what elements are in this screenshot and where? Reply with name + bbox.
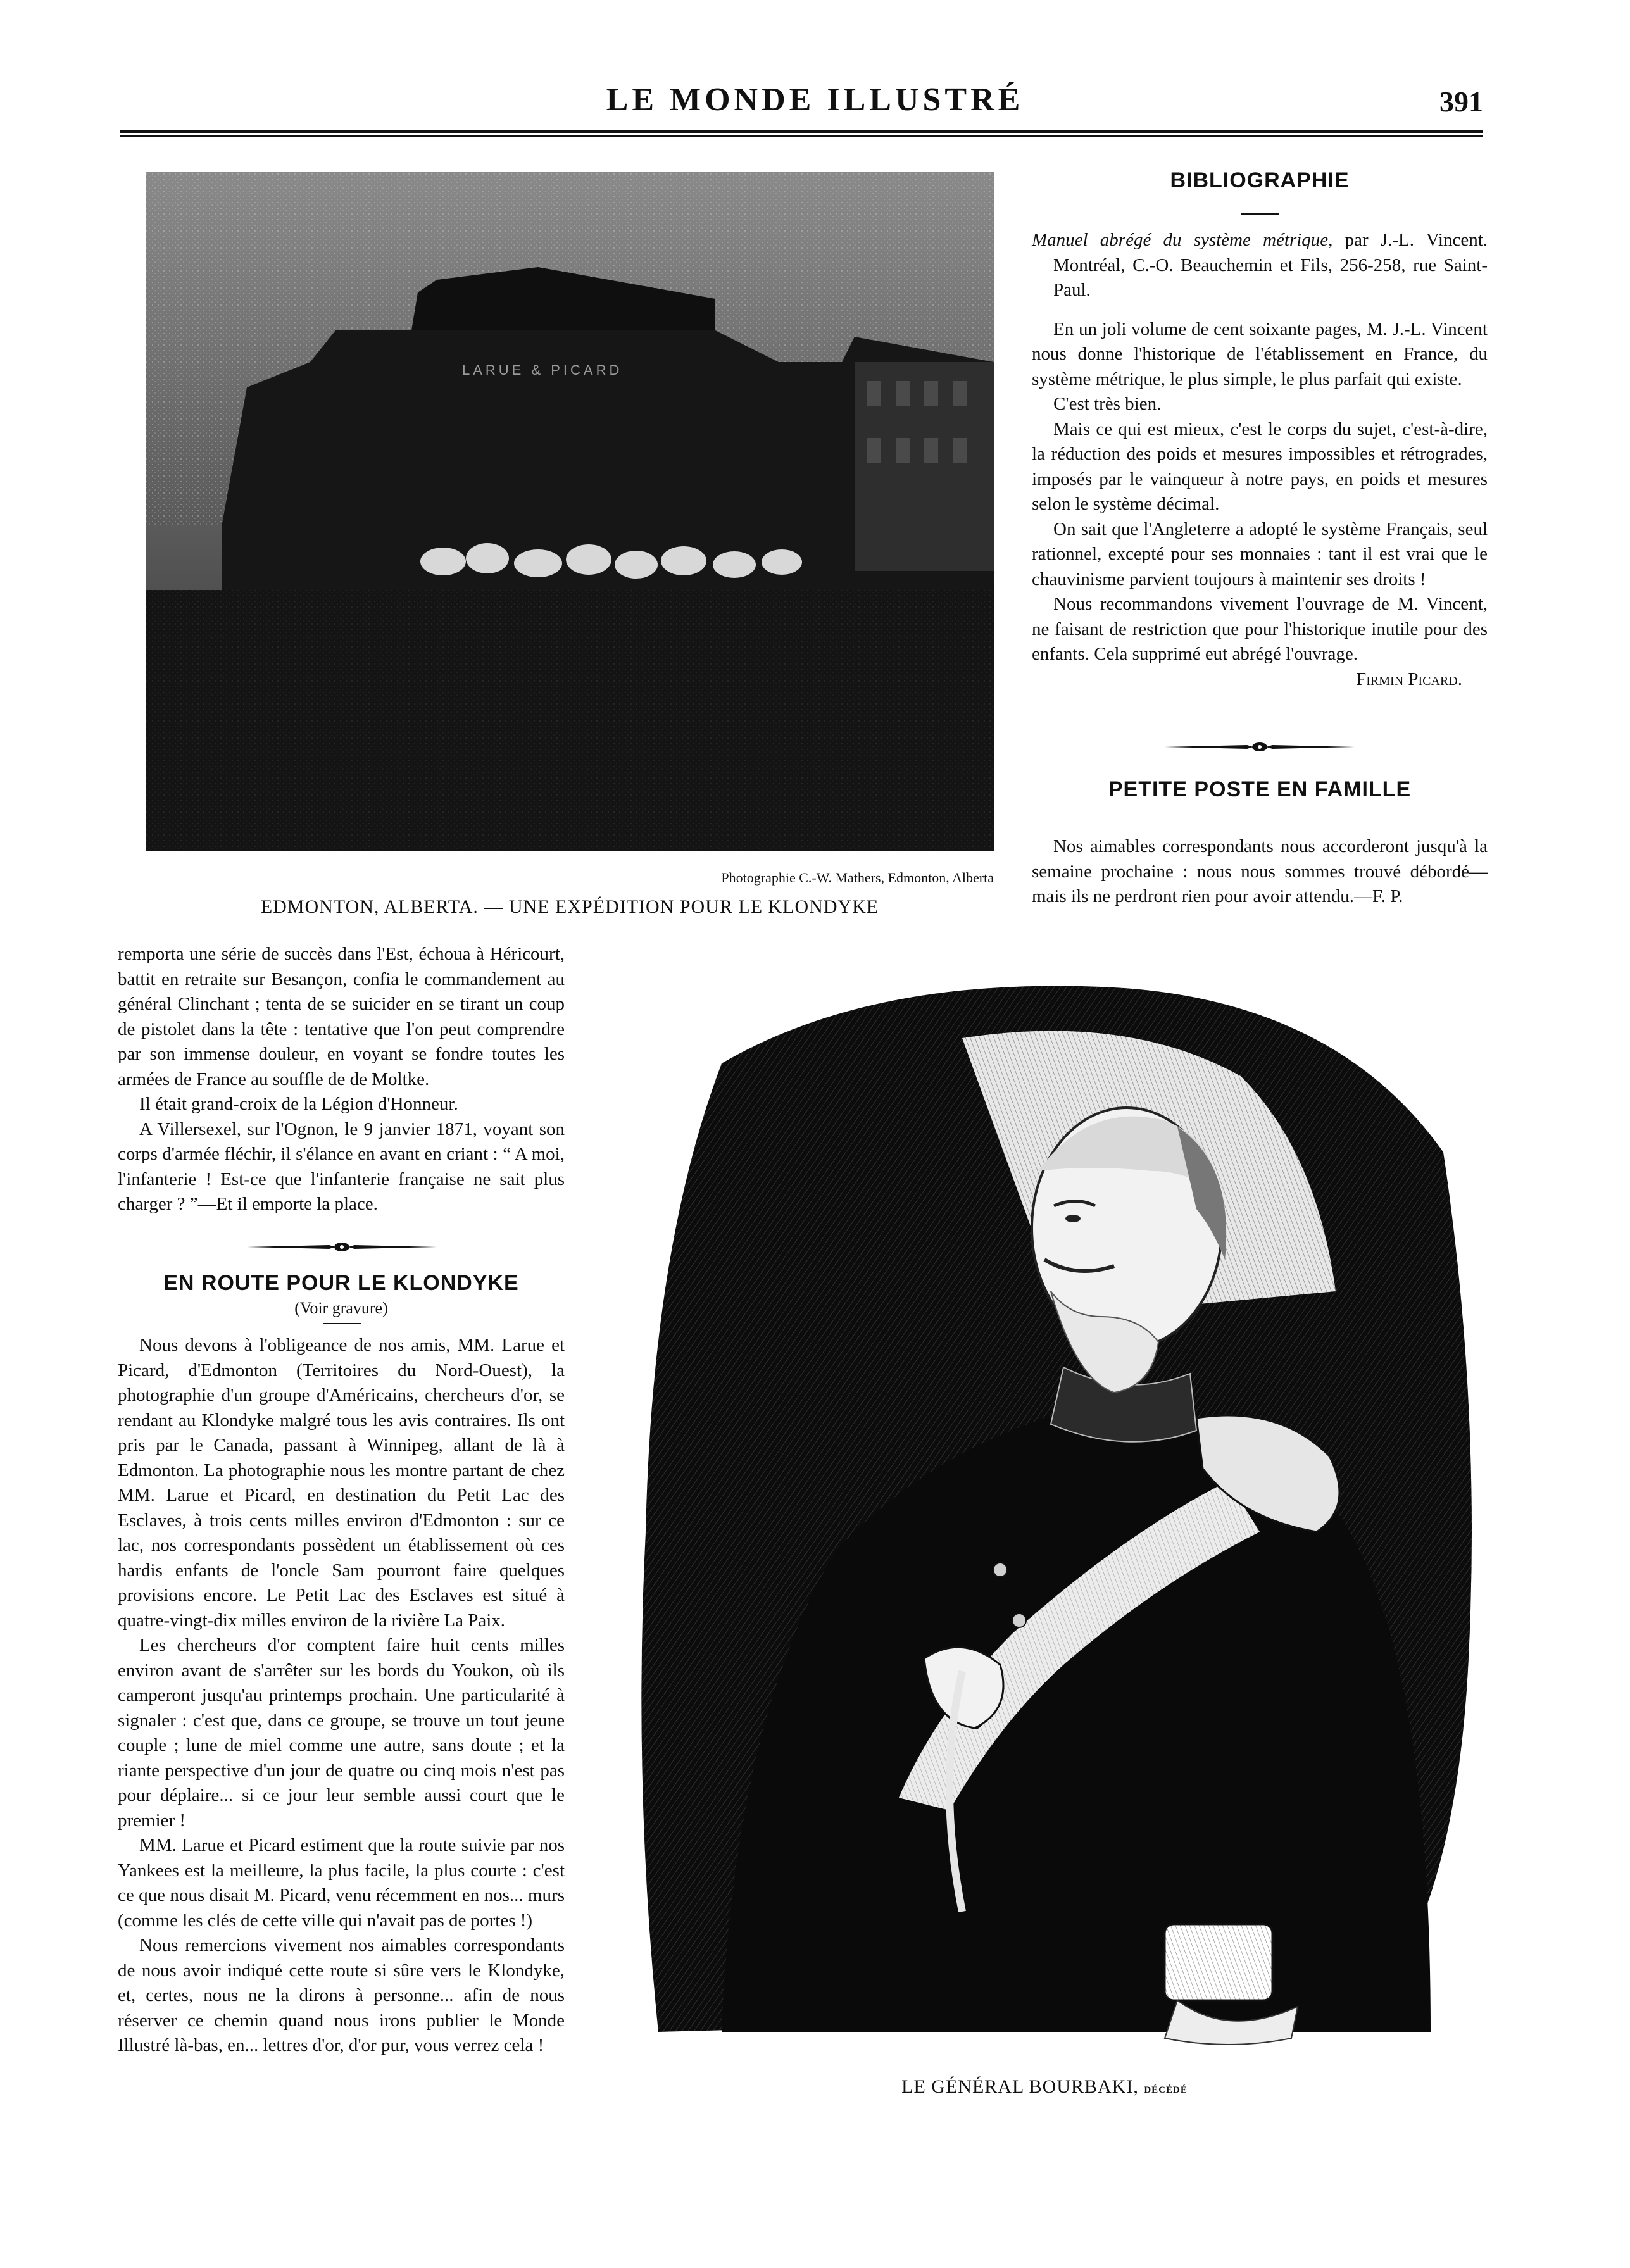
edmonton-photo-drawing <box>146 172 994 851</box>
klondyke-paragraph: Les chercheurs d'or comptent faire huit cents milles environ avant de s'arrêter sur les bords du Youkon, où ils camperont jusqu'au printemps prochain. Une particularité à signaler : c'est que, dans ce groupe, se trouve un tout jeune couple ; lune de miel comme une autre, sans doute ; et la riante perspective d'un jour de quatre ou cinq mois n'est pas pour déplaire... si ce jour leur semble aussi court que le premier ! <box>118 1635 565 1831</box>
bourbaki-portrait <box>608 962 1494 2051</box>
bourbaki-paragraph: remporta une série de succès dans l'Est, échoua à Héricourt, battit en retraite sur Besançon, confia le commandement au général Clinchant ; tenta de se suicider en se tirant un coup de pistolet dans la tête : tentative que l'on peut comprendre par son immense douleur, en voyant se fondre toutes les armées de France au souffle de de Moltke. <box>118 944 565 1089</box>
klondyke-title: EN ROUTE POUR LE KLONDYKE <box>163 1271 519 1295</box>
bibliographie-paragraph: On sait que l'Angleterre a adopté le système Français, seul rationnel, excepté pour ses monnaies : tant il est vrai que le chauvinisme parvient toujours à maintenir ses droits ! <box>1032 518 1488 589</box>
bibliographie-paragraph: Nous recommandons vivement l'ouvrage de M. Vincent, ne faisant de restriction que pour l'historique inutile pour des enfants. Cela supprimé eut abrégé l'ouvrage. <box>1032 594 1488 664</box>
bibliographie-paragraph: C'est très bien. <box>1053 394 1162 414</box>
edmonton-photo <box>146 172 994 851</box>
photo-credit: Photographie C.-W. Mathers, Edmonton, Alberta <box>721 870 994 886</box>
klondyke-paragraph: Nous remercions vivement nos aimables correspondants de nous avoir indiqué cette route si sûre vers le Klondyke, et, certes, nous ne la dirons à personne... afin de nous réserver ce chemin quand nous irons publier le Monde Illustré là-bas, en... lettres d'or, d'or pur, vous verrez cela ! <box>118 1935 565 2055</box>
book-details: par J.-L. Vincent. Montréal, C.-O. Beauchemin et Fils, 256-258, rue Saint-Paul. <box>1053 230 1488 300</box>
bourbaki-paragraph: Il était grand-croix de la Légion d'Honneur. <box>139 1094 458 1114</box>
newspaper-title: LE MONDE ILLUSTRÉ <box>606 82 1024 118</box>
section-ornament <box>1158 741 1361 756</box>
header-rule-bottom <box>120 135 1483 137</box>
bourbaki-paragraph: A Villersexel, sur l'Ognon, le 9 janvier 1871, voyant son corps d'armée fléchir, il s'élance en avant en criant : “ A moi, l'infanterie ! Est-ce que l'infanterie française ne sait plus charger ? ”—Et il emporte la place. <box>118 1118 565 1214</box>
portrait-caption <box>760 2076 1329 2098</box>
petite-poste-paragraph: Nos aimables correspondants nous accorderont jusqu'à la semaine prochaine : nous nous sommes trouvé débordé—mais ils ne perdront rien pour avoir attendu.—F. P. <box>1032 836 1488 906</box>
book-title: Manuel abrégé du système métrique, <box>1032 230 1333 250</box>
portrait-caption-main: LE GÉNÉRAL BOURBAKI, <box>901 2076 1139 2097</box>
ornament-rule-icon <box>1158 741 1361 753</box>
bibliographie-paragraph: Mais ce qui est mieux, c'est le corps du sujet, c'est-à-dire, la réduction des poids et mesures impossibles et rétrogrades, imposés par le vainqueur à notre pays, en poids et mesures selon le système décimal. <box>1032 418 1488 514</box>
photo-caption: EDMONTON, ALBERTA. — UNE EXPÉDITION POUR LE KLONDYKE <box>260 896 879 917</box>
klondyke-paragraph: Nous devons à l'obligeance de nos amis, MM. Larue et Picard, d'Edmonton (Territoires du Nord-Ouest), la photographie d'un groupe d'Américains, chercheurs d'or, se rendant au Klondyke malgré tous les avis contraires. Ils ont pris par le Canada, passant à Winnipeg, allant de là à Edmonton. La photographie nous les montre partant de chez MM. Larue et Picard, en destination du Petit Lac des Esclaves, à trois cents milles environ d'Edmonton : sur ce lac, nos correspondants possèdent un établissement où ces hardis enfants de l'oncle Sam pourront faire quelques provisions encore. Le Petit Lac des Esclaves est situé à quatre-vingt-dix milles environ de la rivière La Paix. <box>118 1335 565 1631</box>
klondyke-subtitle: (Voir gravure) <box>294 1299 388 1317</box>
bourbaki-article <box>118 942 565 1217</box>
bourbaki-engraving <box>608 962 1494 2051</box>
klondyke-paragraph: MM. Larue et Picard estiment que la route suivie par nos Yankees est la meilleure, la plus facile, la plus courte : c'est ce que nous disait M. Picard, venu récemment en nos... murs (comme les clés de cette ville qui n'avait pas de portes !) <box>118 1835 565 1931</box>
bibliographie-rule <box>1241 213 1279 215</box>
bibliographie-title: BIBLIOGRAPHIE <box>1170 168 1350 192</box>
page-number: 391 <box>1439 85 1483 118</box>
klondyke-article <box>118 1333 565 2058</box>
petite-poste-body <box>1032 834 1488 910</box>
section-ornament <box>241 1241 443 1256</box>
header-rule-top <box>120 130 1483 133</box>
ornament-rule-icon <box>241 1241 443 1253</box>
bibliographie-paragraph: En un joli volume de cent soixante pages, M. J.-L. Vincent nous donne l'historique de l'établissement en France, du système métrique, le plus simple, le plus parfait qui existe. <box>1032 318 1488 389</box>
klondyke-rule <box>323 1323 361 1324</box>
portrait-caption-small: décédé <box>1144 2080 1188 2096</box>
petite-poste-title: PETITE POSTE EN FAMILLE <box>1108 777 1412 801</box>
building-sign: LARUE & PICARD <box>462 362 623 378</box>
book-reference <box>1032 228 1488 303</box>
bibliographie-body <box>1032 228 1488 692</box>
bibliographie-signature: Firmin Picard. <box>1356 668 1462 689</box>
